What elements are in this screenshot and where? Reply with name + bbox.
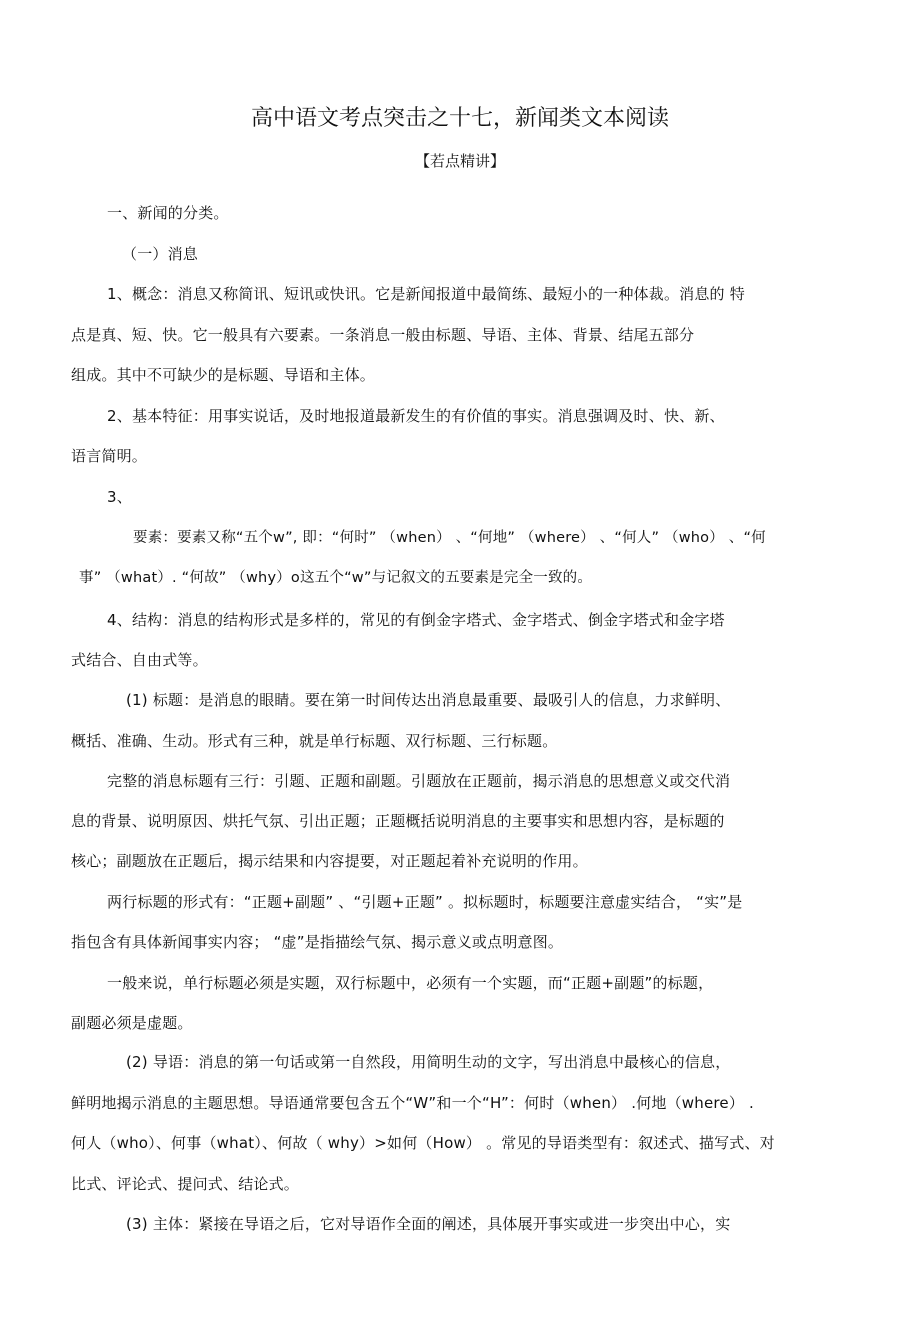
text-line: 1、概念：消息又称简讯、短讯或快讯。它是新闻报道中最简练、最短小的一种体裁。消息的 特: [107, 285, 745, 303]
text-line: 点是真、短、快。它一般具有六要素。一条消息一般由标题、导语、主体、背景、结尾五部分: [71, 326, 695, 344]
text-line: 概括、准确、生动。形式有三种，就是单行标题、双行标题、三行标题。: [71, 732, 558, 750]
text-line: 式结合、自由式等。: [71, 651, 208, 669]
text-line: 完整的消息标题有三行：引题、正题和副题。引题放在正题前，揭示消息的思想意义或交代消: [107, 772, 731, 790]
text-line: 一、新闻的分类。: [107, 204, 229, 222]
text-line: 息的背景、说明原因、烘托气氛、引出正题；正题概括说明消息的主要事实和思想内容，是标题的: [71, 812, 725, 830]
text-line: 核心；副题放在正题后，揭示结果和内容提要，对正题起着补充说明的作用。: [71, 852, 588, 870]
text-line: 事” （what）. “何故” （why）o这五个“w”与记叙文的五要素是完全一致的。: [79, 570, 593, 586]
text-line: 鲜明地揭示消息的主题思想。导语通常要包含五个“W”和一个“H”：何时（when） .何地（where） .: [71, 1094, 754, 1112]
text-line: (1) 标题：是消息的眼睛。要在第一时间传达出消息最重要、最吸引人的信息，力求鲜明、: [126, 691, 731, 709]
text-line: 指包含有具体新闻事实内容； “虚”是指描绘气氛、揭示意义或点明意图。: [71, 933, 564, 951]
text-line: (2) 导语：消息的第一句话或第一自然段，用简明生动的文字，写出消息中最核心的信息，: [126, 1053, 731, 1071]
text-line: 2、基本特征：用事实说话，及时地报道最新发生的有价值的事实。消息强调及时、快、新、: [107, 407, 725, 425]
text-line: 3、: [107, 488, 132, 506]
text-line: 比式、评论式、提问式、结论式。: [71, 1175, 300, 1193]
text-line: (3) 主体：紧接在导语之后，它对导语作全面的阐述，具体展开事实或进一步突出中心，实: [126, 1215, 731, 1233]
text-line: 一般来说，单行标题必须是实题，双行标题中，必须有一个实题，而“正题+副题”的标题，: [107, 974, 714, 992]
text-line: 何人（who）、何事（what）、何故（ why）>如何（How） 。常见的导语类型有：叙述式、描写式、对: [71, 1134, 775, 1152]
text-line: 要素：要素又称“五个w”, 即：“何时” （when） 、“何地” （where） 、“何人” （who） 、“何: [133, 530, 766, 546]
text-line: 两行标题的形式有：“正题+副题” 、“引题+正题” 。拟标题时，标题要注意虚实结合， “实”是: [107, 893, 743, 911]
page-subtitle: 【若点精讲】: [414, 152, 505, 170]
text-line: 4、结构：消息的结构形式是多样的，常见的有倒金字塔式、金字塔式、倒金字塔式和金字塔: [107, 611, 725, 629]
page-title: 高中语文考点突击之十七，新闻类文本阅读: [250, 106, 669, 131]
text-line: 语言简明。: [71, 447, 148, 465]
text-line: 组成。其中不可缺少的是标题、导语和主体。: [71, 366, 376, 384]
text-line: （一）消息: [122, 245, 199, 263]
text-line: 副题必须是虚题。: [71, 1014, 193, 1032]
